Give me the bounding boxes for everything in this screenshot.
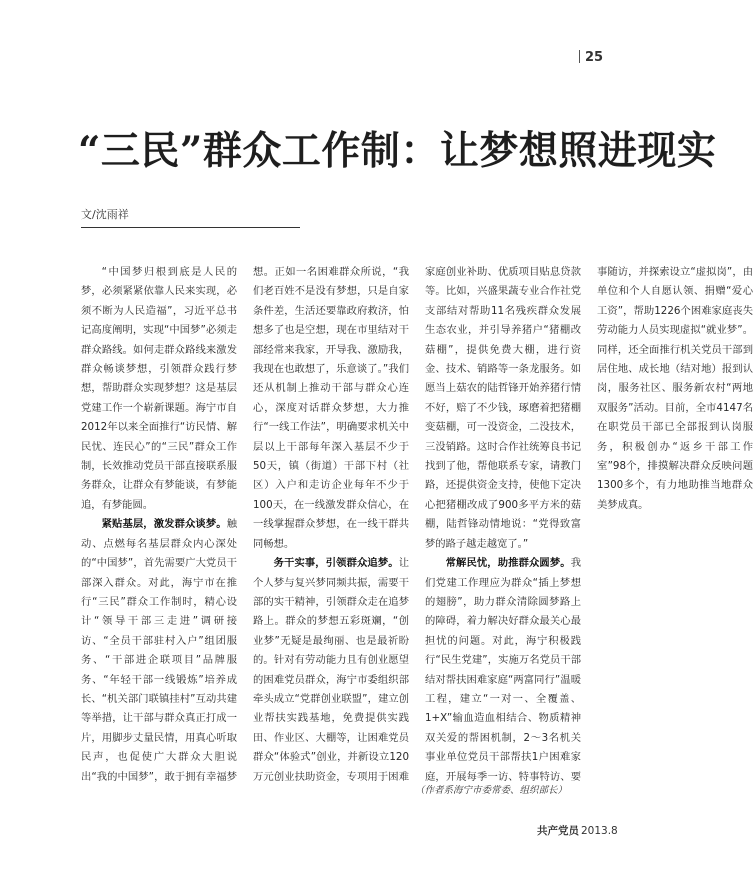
page-number-value: 25 bbox=[585, 50, 604, 65]
byline-divider bbox=[81, 227, 300, 228]
paragraph-text: 我们党建工作理应为群众“插上梦想的翅膀”，助力群众清除圆梦路上的障碍，着力解决好群众最关心最担忧的问题。对此，海宁积极践行“民生党建”，实施万名党员干部结对帮扶困难家庭“两富同行”温暖工程，建立“一对一、全覆盖、1+X”输血造血相结合、物质精神双关爱的帮困机制，2～3名机关事业单位党员干部帮扶1户困难家庭，开展每季一访、特事特访、要事随访，并探索设立“虚拟岗”，由单位和个人自愿认领、捐赠“爱心工资”，帮助1226个困难家庭丧失劳动能力人员实现虚拟“就业梦”。同样，还全面推行机关党员干部到居住地、成长地（结对地）报到认岗，服务社区、服务新农村“两地双服务”活动。目前，全市4147名在职党员干部已全部报到认岗服务，积极创办“返乡干部工作室”98个，排摸解决群众反映问题1300多个，有力地助推当地群众美梦成真。 bbox=[425, 266, 753, 783]
page-number-divider bbox=[579, 50, 580, 63]
issue-number: 2013.8 bbox=[581, 825, 618, 837]
paragraph-lead: 务干实事，引领群众追梦。 bbox=[273, 557, 399, 570]
author-note: （作者系海宁市委常委、组织部长） bbox=[415, 785, 568, 796]
article-body bbox=[81, 263, 753, 803]
paragraph-text: 让个人梦与复兴梦同频共振，需要干部的实干精神，引领群众走在追梦路上。群众的梦想五彩斑斓，“创业梦”无疑是最绚丽、也是最祈盼的。针对有劳动能力且有创业愿望的困难党员群众，海宁市委组织部牵头成立“党群创业联盟”，建立创业帮扶实践基地，免费提供实践田、作业区、大棚等，让困难党员群众“体验式”创业，并新设立120万元创业扶助资金，专项用于困难家庭创业补助、优质项目贴息贷款等。比如，兴盛果蔬专业合作社党支部结对帮助11名残疾群众发展生态农业，并引导养猪户“猪棚改菇棚”，提供免费大棚，进行资金、技术、销路等一条龙服务。如愿当上菇农的陆哲锋开始养猪行情不好，赔了不少钱，琢磨着把猪棚变菇棚，可一没资金，二没技术，三没销路。这时合作社统筹良书记找到了他，帮他联系专家，请教门路，还提供资金支持，使他下定决心把猪棚改成了900多平方米的菇棚，陆哲锋动情地说：“党得致富梦的路子越走越宽了。” bbox=[253, 266, 581, 783]
article-title: “三民”群众工作制：让梦想照进现实 bbox=[78, 128, 717, 174]
page-footer bbox=[537, 823, 618, 838]
paragraph-lead: 常解民忧，助推群众圆梦。 bbox=[445, 557, 571, 570]
paragraph-lead: 紧贴基层，激发群众谈梦。 bbox=[101, 518, 227, 531]
magazine-name: 共产党员 bbox=[537, 825, 579, 837]
page-number bbox=[579, 50, 603, 65]
article-byline: 文/沈雨祥 bbox=[81, 208, 129, 221]
paragraph-text: “中国梦归根到底是人民的梦，必须紧紧依靠人民来实现，必须不断为人民造福”，习近平总书记高度阐明，实现“中国梦”必须走群众路线。如何走群众路线来激发群众畅谈梦想，引领群众践行梦想，帮助群众实现梦想？这是基层党建工作一个崭新课题。海宁市自2012年以来全面推行“访民情、解民忧、连民心”的“三民”群众工作制，长效推动党员干部直接联系服务群众，让群众有梦能谈，有梦能追，有梦能圆。 bbox=[81, 266, 237, 511]
paragraph-text: 触动、点燃每名基层群众内心深处的“中国梦”，首先需要广大党员干部深入群众。对此，海宁市在推行“三民”群众工作制时，精心设计“领导干部三走进”调研接访、“全员干部驻村入户”组团服务、“干部进企联项目”品牌服务、“年轻干部一线锻炼”培养成长、“机关部门联镇挂村”互动共建等举措，让干部与群众真正打成一片，用脚步丈量民情，用真心听取民声，也促使广大群众大胆说出“我的中国梦”，敢于拥有幸福梦想。正如一名困难群众所说，“我们老百姓不是没有梦想，只是自家条件差，生活还要靠政府救济，怕想多了也是空想，现在市里结对干部经常来我家，开导我、激励我，我现在也敢想了，乐意谈了。”我们还从机制上推动干部与群众心连心，深度对话群众梦想，大力推行“一线工作法”，明确要求机关中层以上干部每年深入基层不少于50天，镇（街道）干部下村（社区）入户和走访企业每年不少于100天，在一线激发群众信心，在一线掌握群众梦想，在一线干群共同畅想。 bbox=[81, 266, 409, 783]
article-paragraph bbox=[81, 263, 237, 515]
